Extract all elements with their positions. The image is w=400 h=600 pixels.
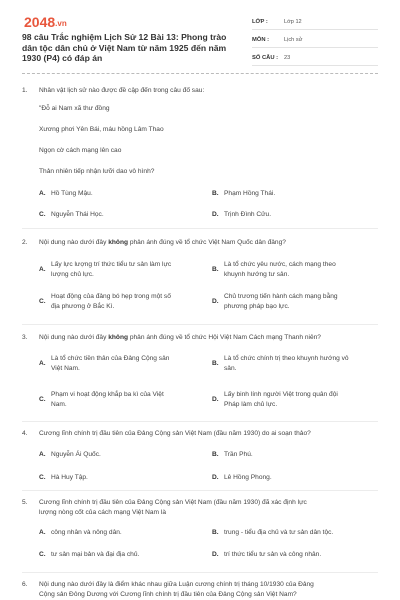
question-divider: [22, 228, 378, 229]
option-d[interactable]: [212, 390, 338, 410]
option-letter: A.: [39, 529, 46, 536]
page-title: 98 câu Trắc nghiệm Lịch Sử 12 Bài 13: Phong trào dân tộc dân chủ ở Việt Nam từ năm 1925 đến năm 1930 (P4) có đáp án: [22, 32, 227, 63]
option-b[interactable]: [212, 354, 349, 374]
option-c[interactable]: [39, 550, 139, 560]
question-line: Cương lĩnh chính trị đầu tiên của Đảng Cộng sản Việt Nam (đầu năm 1930) đã xác định lực: [39, 499, 307, 506]
option-text: công nhân và nông dân.: [51, 529, 122, 536]
question-number: 1.: [22, 87, 28, 94]
question-divider: [22, 490, 378, 491]
option-d[interactable]: [212, 210, 271, 220]
question-number: 6.: [22, 581, 28, 588]
header-divider: [22, 73, 378, 74]
question-divider: [22, 572, 378, 573]
option-letter: C.: [39, 298, 46, 305]
option-line: Phạm vi hoạt động khắp ba kì của Việt: [51, 391, 164, 398]
question-line: lượng nòng cốt của cách mạng Việt Nam là: [39, 509, 167, 516]
option-line: Là tổ chức yêu nước, cách mạng theo: [224, 261, 336, 268]
option-text: [224, 390, 338, 410]
option-letter: B.: [212, 266, 219, 273]
question-emphasis: không: [108, 239, 129, 246]
option-letter: D.: [212, 551, 219, 558]
question-text: Cương lĩnh chính trị đầu tiên của Đảng Cộng sản Việt Nam (đầu năm 1930) do ai soạn thảo?: [39, 430, 311, 437]
option-letter: D.: [212, 474, 219, 481]
option-line: lượng chủ lực.: [51, 271, 94, 278]
meta-row-class: [252, 14, 378, 30]
option-d[interactable]: [212, 473, 272, 483]
option-d[interactable]: [212, 550, 321, 560]
option-letter: A.: [39, 360, 46, 367]
option-text: Lê Hồng Phong.: [224, 474, 272, 481]
meta-box: [252, 14, 378, 68]
option-line: Lấy lực lượng trí thức tiểu tư sản làm lực: [51, 261, 172, 268]
option-letter: A.: [39, 190, 46, 197]
option-letter: C.: [39, 551, 46, 558]
option-letter: C.: [39, 211, 46, 218]
meta-value-count: 23: [284, 54, 291, 61]
option-text: [51, 260, 171, 280]
option-c[interactable]: [39, 390, 164, 410]
option-text: [51, 292, 171, 312]
option-letter: B.: [212, 360, 219, 367]
option-c[interactable]: [39, 210, 104, 220]
question-text: [39, 238, 379, 248]
option-line: địa phương ở Bắc Kì.: [51, 303, 115, 310]
document-header: [0, 0, 400, 66]
option-letter: B.: [212, 190, 219, 197]
option-line: Pháp làm chủ lực.: [224, 401, 278, 408]
question-text-part: Nội dung nào dưới đây: [39, 334, 109, 341]
option-line: Nam.: [51, 401, 67, 408]
option-letter: A.: [39, 451, 46, 458]
question-number: 5.: [22, 499, 28, 506]
option-text: tư sản mại bản và đại địa chủ.: [51, 551, 140, 558]
option-letter: B.: [212, 529, 219, 536]
option-d[interactable]: [212, 292, 338, 312]
option-a[interactable]: [39, 528, 122, 538]
riddle-line: Thản nhiên tiếp nhận lưỡi dao vô hình?: [39, 168, 155, 175]
question-line: Nội dung nào dưới đây là điểm khác nhau giữa Luận cương chính trị tháng 10/1930 của Đảng: [39, 581, 314, 588]
question-divider: [22, 421, 378, 422]
question-line: Cộng sản Đông Dương với Cương lĩnh chính trị đầu tiên của Đảng Cộng sản Việt Nam?: [39, 591, 297, 598]
meta-row-count: [252, 50, 378, 66]
question-text: Nhân vật lịch sử nào được đề cập đến trong câu đố sau:: [39, 87, 205, 94]
option-c[interactable]: [39, 473, 88, 483]
option-letter: D.: [212, 211, 219, 218]
question-text: [39, 333, 379, 343]
meta-label-count: SỐ CÂU :: [252, 54, 279, 61]
option-letter: C.: [39, 396, 46, 403]
meta-label-class: LỚP :: [252, 18, 268, 25]
question-emphasis: không: [108, 334, 129, 341]
question-text-part: phản ánh đúng về tổ chức Việt Nam Quốc dân đảng?: [128, 239, 286, 246]
question-text-part: Nội dung nào dưới đây: [39, 239, 109, 246]
option-line: sản.: [224, 365, 237, 372]
option-line: khuynh hướng tư sản.: [224, 271, 290, 278]
option-line: Việt Nam.: [51, 365, 80, 372]
meta-value-subject: Lịch sử: [284, 36, 303, 43]
question-text: [39, 580, 379, 600]
option-text: Phạm Hồng Thái.: [224, 190, 276, 197]
option-letter: D.: [212, 298, 219, 305]
riddle-line: "Đỗ ai Nam xã thư đồng: [39, 105, 110, 112]
option-b[interactable]: [212, 528, 333, 538]
question-text-part: phản ánh đúng về tổ chức Hội Việt Nam Cách mạng Thanh niên?: [128, 334, 321, 341]
option-line: Hoạt động của đảng bó hẹp trong một số: [51, 293, 171, 300]
option-text: Nguyễn Ái Quốc.: [51, 451, 101, 458]
site-logo[interactable]: [24, 14, 67, 32]
option-a[interactable]: [39, 260, 171, 280]
option-text: Trịnh Đình Cửu.: [224, 211, 272, 218]
meta-label-subject: MÔN :: [252, 36, 270, 43]
meta-row-subject: [252, 32, 378, 48]
option-text: trí thức tiểu tư sản và công nhân.: [224, 551, 322, 558]
option-text: [224, 354, 349, 374]
riddle-line: Xương phơi Yên Bái, máu hồng Lâm Thao: [39, 126, 164, 133]
option-c[interactable]: [39, 292, 171, 312]
option-line: Chủ trương tiến hành cách mạng bằng: [224, 293, 338, 300]
question-text: [39, 498, 379, 518]
option-text: Hà Huy Tập.: [51, 474, 88, 481]
option-text: Nguyễn Thái Học.: [51, 211, 104, 218]
logo-text: 2048: [24, 14, 56, 30]
option-letter: D.: [212, 396, 219, 403]
riddle-line: Ngọn cờ cách mạng lên cao: [39, 147, 122, 154]
option-text: [51, 390, 164, 410]
option-text: [51, 354, 169, 374]
option-line: Là tổ chức chính trị theo khuynh hướng vô: [224, 355, 349, 362]
option-b[interactable]: [212, 189, 275, 199]
option-a[interactable]: [39, 189, 93, 199]
question-divider: [22, 324, 378, 325]
question-number: 4.: [22, 430, 28, 437]
option-line: Lấy binh lính người Việt trong quân đội: [224, 391, 338, 398]
option-text: Trần Phú.: [224, 451, 253, 458]
option-text: [224, 260, 336, 280]
question-number: 3.: [22, 334, 28, 341]
option-text: trung - tiểu địa chủ và tư sản dân tộc.: [224, 529, 334, 536]
option-letter: B.: [212, 451, 219, 458]
option-line: phương pháp bạo lực.: [224, 303, 290, 310]
option-text: Hồ Tùng Mậu.: [51, 190, 93, 197]
question-number: 2.: [22, 239, 28, 246]
option-a[interactable]: [39, 354, 169, 374]
option-letter: A.: [39, 266, 46, 273]
option-letter: C.: [39, 474, 46, 481]
option-b[interactable]: [212, 260, 336, 280]
option-a[interactable]: [39, 450, 101, 460]
option-line: Là tổ chức tiền thân của Đảng Cộng sản: [51, 355, 170, 362]
logo-suffix: .vn: [55, 19, 67, 28]
meta-value-class: Lớp 12: [284, 18, 302, 25]
option-text: [224, 292, 338, 312]
option-b[interactable]: [212, 450, 253, 460]
